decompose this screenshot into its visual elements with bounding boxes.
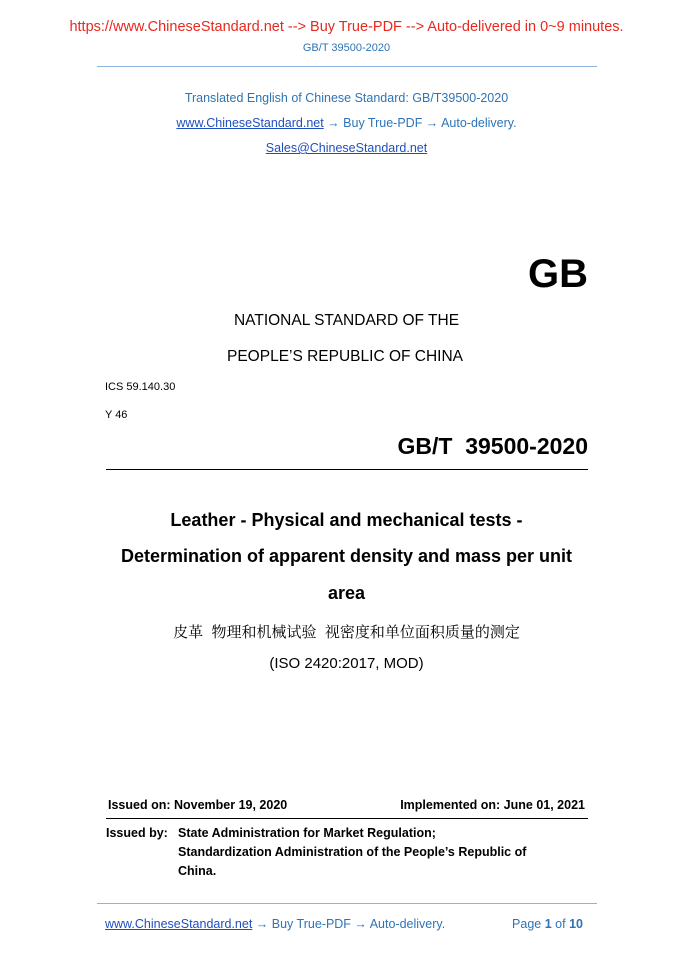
issued-by-line1: State Administration for Market Regulation;: [178, 826, 436, 840]
standard-number: GB/T 39500-2020: [397, 433, 588, 459]
title-cn: 皮革 物理和机械试验 视密度和单位面积质量的测定: [173, 624, 520, 641]
email-line: [0, 141, 693, 155]
iso-reference: (ISO 2420:2017, MOD): [269, 655, 424, 672]
page-label: Page: [512, 917, 542, 931]
buy-line-rest: → Buy True-PDF → Auto-delivery.: [323, 116, 517, 130]
site-link[interactable]: www.ChineseStandard.net: [176, 116, 324, 130]
footer-buy-rest: → Buy True-PDF → Auto-delivery.: [252, 917, 446, 931]
page-number: 1: [544, 917, 552, 931]
translated-line: Translated English of Chinese Standard: GB/T39500-2020: [184, 91, 509, 105]
top-banner-text: https://www.ChineseStandard.net --> Buy True-PDF --> Auto-delivered in 0~9 minutes.: [69, 19, 624, 35]
header-code: GB/T 39500-2020: [302, 42, 391, 54]
issued-by-label: Issued by:: [106, 826, 168, 840]
total-pages: 10: [569, 917, 583, 931]
y-code: Y 46: [105, 409, 128, 421]
header-divider: [97, 66, 597, 67]
issued-by-line2: Standardization Administration of the People’s Republic of: [178, 845, 527, 859]
title-divider: [106, 469, 588, 470]
page-indicator: [512, 917, 583, 931]
title-en-line3: area: [327, 583, 366, 603]
email-link[interactable]: Sales@ChineseStandard.net: [265, 141, 428, 155]
issued-on-date: Issued on: November 19, 2020: [108, 798, 288, 812]
gb-logo: GB: [528, 252, 588, 296]
buy-line: [0, 116, 693, 130]
ics-code: ICS 59.140.30: [105, 381, 176, 393]
footer-site-link[interactable]: www.ChineseStandard.net: [105, 917, 253, 931]
issued-by-line3: China.: [178, 864, 217, 878]
title-en-line1: Leather - Physical and mechanical tests -: [170, 510, 523, 530]
implemented-on-date: Implemented on: June 01, 2021: [400, 798, 585, 812]
national-standard-line1: NATIONAL STANDARD OF THE: [233, 312, 460, 329]
dates-divider: [106, 818, 588, 819]
title-en-line2: Determination of apparent density and mass per unit: [120, 546, 573, 566]
footer-buy-line: [105, 917, 445, 931]
national-standard-line2: PEOPLE’S REPUBLIC OF CHINA: [227, 348, 464, 365]
footer-divider: [97, 903, 597, 904]
of-label: of: [555, 917, 566, 931]
